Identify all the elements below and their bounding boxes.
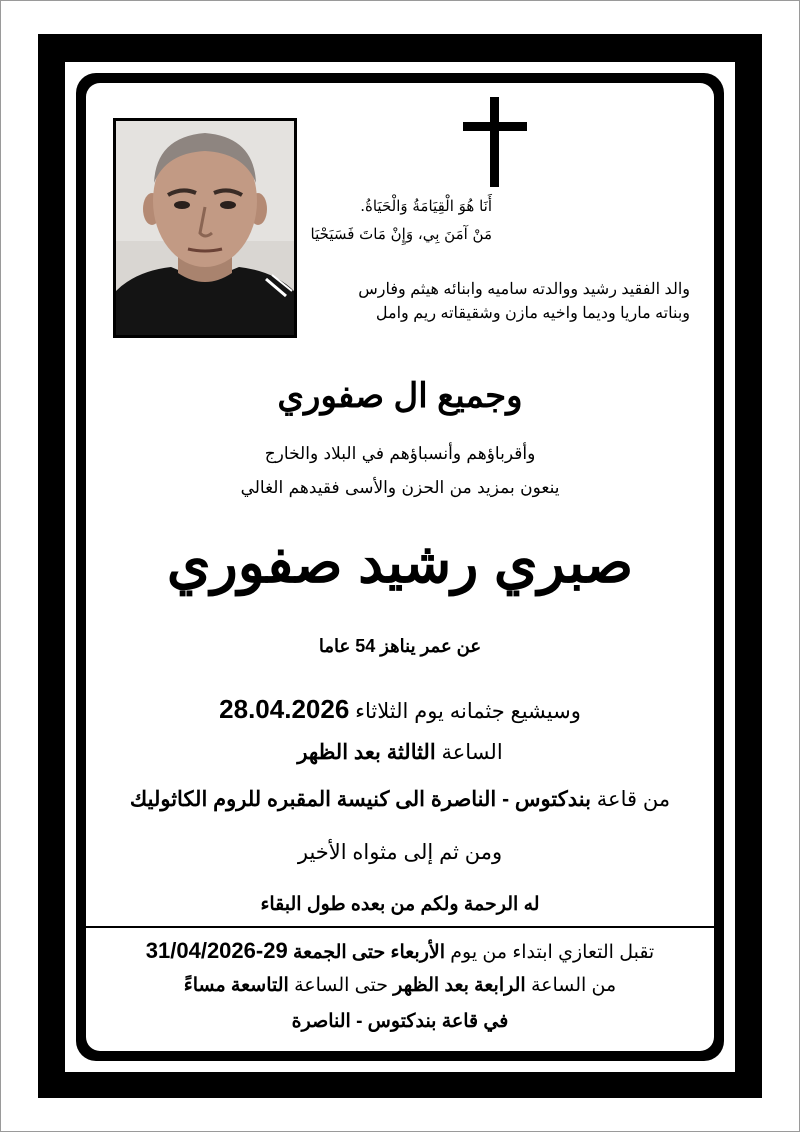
funeral-route-line — [86, 787, 714, 812]
divider — [86, 926, 714, 928]
deceased-name: صبري رشيد صفوري — [166, 531, 634, 594]
cross-icon — [463, 97, 527, 187]
verse-line-2: مَنْ آمَنَ بِي، وَإِنْ مَاتَ فَسَيَحْيَا — [310, 225, 492, 243]
portrait-photo — [113, 118, 297, 338]
relatives-line: وأقرباؤهم وأنسباؤهم في البلاد والخارج — [264, 444, 536, 464]
funeral-date: 28.04.2026 — [219, 694, 350, 724]
funeral-day-text: وسيشيع جثمانه يوم الثلاثاء — [355, 700, 581, 723]
funeral-from-prefix: من قاعة — [596, 788, 671, 811]
age-line: عن عمر يناهز 54 عاما — [318, 636, 482, 656]
mourning-line: ينعون بمزيد من الحزن والأسى فقيدهم الغالي — [240, 478, 560, 498]
condolence-line-2 — [86, 974, 714, 997]
funeral-time: الثالثة بعد الظهر — [297, 741, 436, 764]
condolence-place: في قاعة بندكتوس - الناصرة — [291, 1011, 509, 1032]
condolence-until: حتى الساعة — [294, 975, 389, 996]
funeral-time-line — [86, 740, 714, 765]
family-line-2: وبناته ماريا وديما واخيه مازن وشقيقاته ريم وامل — [375, 305, 690, 322]
clan-heading: وجميع ال صفوري — [277, 377, 523, 415]
funeral-route: بندكتوس - الناصرة الى كنيسة المقبره للروم الكاثوليك — [129, 788, 591, 811]
final-resting-line: ومن ثم إلى مثواه الأخير — [297, 841, 503, 864]
funeral-day-line — [86, 694, 714, 725]
verse-line-1: أَنَا هُوَ الْقِيَامَةُ وَالْحَيَاةُ. — [360, 197, 492, 215]
condolence-days: الأربعاء حتى الجمعة — [292, 942, 445, 963]
condolence-start: الرابعة بعد الظهر — [393, 975, 526, 996]
condolence-line-1 — [86, 938, 714, 964]
condolence-end: التاسعة مساءً — [183, 975, 289, 996]
funeral-time-prefix: الساعة — [441, 741, 503, 764]
blessing-line: له الرحمة ولكم من بعده طول البقاء — [260, 894, 540, 915]
condolence-from: من الساعة — [530, 975, 617, 996]
family-line-1: والد الفقيد رشيد ووالدته ساميه وابنائه هيثم وفارس — [358, 281, 690, 298]
condolence-prefix: تقبل التعازي ابتداء من يوم — [450, 942, 655, 963]
condolence-dates: 29-31/04/2026 — [145, 938, 288, 963]
